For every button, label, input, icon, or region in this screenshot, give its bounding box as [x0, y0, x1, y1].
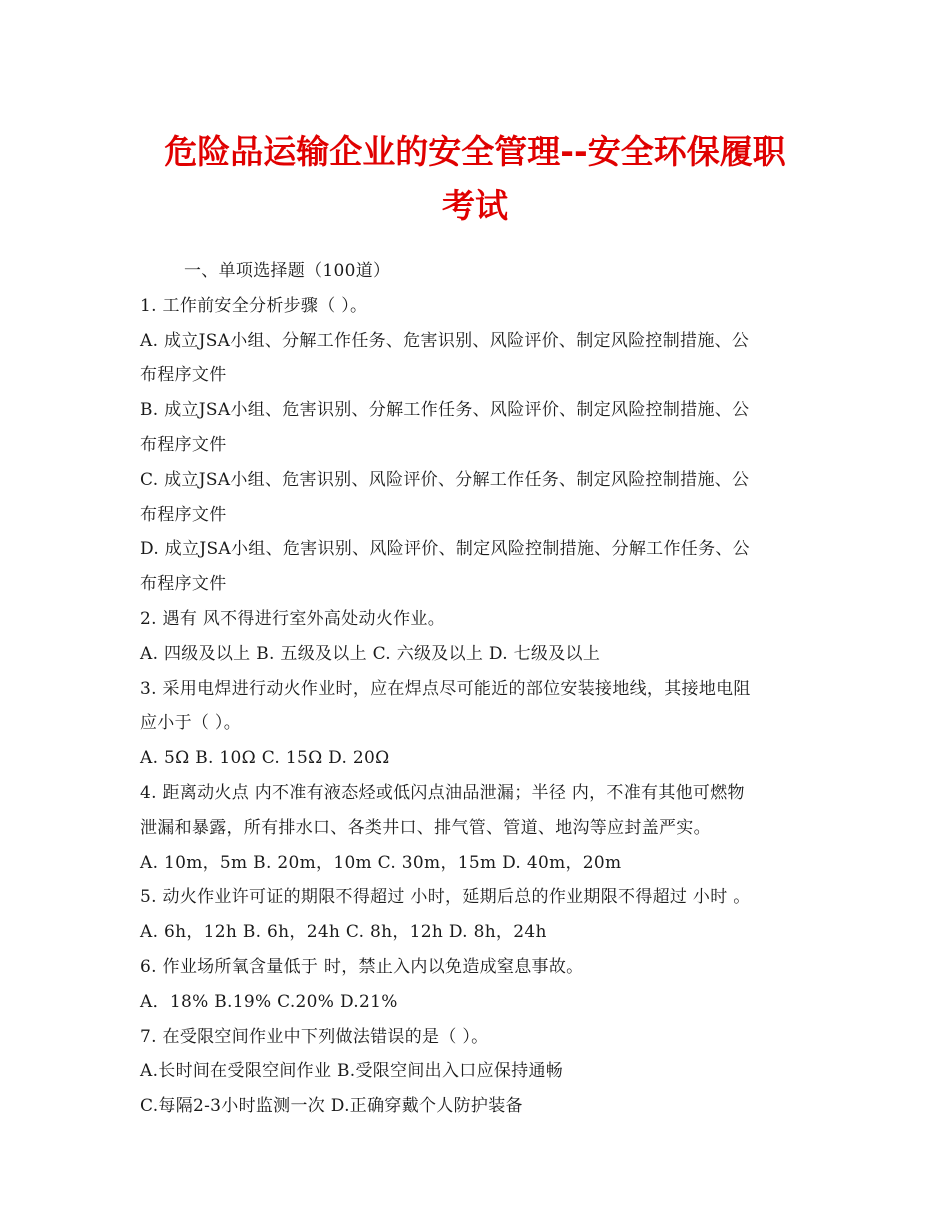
question-3: 3. 采用电焊进行动火作业时，应在焊点尽可能近的部位安装接地线，其接地电阻: [140, 678, 751, 699]
document-title: [100, 125, 850, 233]
section-heading: 一、单项选择题（100道）: [184, 261, 391, 281]
title-line-2: 考试: [442, 186, 508, 225]
question-4: 4. 距离动火点 内不准有液态烃或低闪点油品泄漏；半径 内，不准有其他可燃物: [140, 782, 745, 803]
option-line: A. 四级及以上 B. 五级及以上 C. 六级及以上 D. 七级及以上: [140, 643, 601, 664]
option-line: A. 6h，12h B. 6h，24h C. 8h，12h D. 8h，24h: [140, 922, 547, 943]
option-line: D. 成立JSA小组、危害识别、风险评价、制定风险控制措施、分解工作任务、公: [140, 539, 750, 560]
title-line-1: 危险品运输企业的安全管理--安全环保履职: [164, 132, 786, 171]
question-5: 5. 动火作业许可证的期限不得超过 小时，延期后总的作业期限不得超过 小时 。: [140, 887, 751, 908]
option-line: B. 成立JSA小组、危害识别、分解工作任务、风险评价、制定风险控制措施、公: [140, 400, 750, 421]
question-2: 2. 遇有 风不得进行室外高处动火作业。: [140, 608, 446, 629]
option-line: A. 5Ω B. 10Ω C. 15Ω D. 20Ω: [140, 748, 390, 769]
option-line: C.每隔2-3小时监测一次 D.正确穿戴个人防护装备: [140, 1096, 523, 1117]
question-line: 应小于（ ）。: [140, 713, 242, 734]
option-line: 布程序文件: [140, 504, 227, 525]
option-line: 布程序文件: [140, 365, 227, 386]
question-body: [140, 254, 820, 1124]
question-7: 7. 在受限空间作业中下列做法错误的是（ ）。: [140, 1026, 489, 1047]
option-line: A.长时间在受限空间作业 B.受限空间出入口应保持通畅: [140, 1061, 564, 1082]
option-line: C. 成立JSA小组、危害识别、风险评价、分解工作任务、制定风险控制措施、公: [140, 469, 750, 490]
option-line: 布程序文件: [140, 434, 227, 455]
question-1: 1. 工作前安全分析步骤（ ）。: [140, 295, 368, 316]
option-line: 布程序文件: [140, 574, 227, 595]
option-line: A. 成立JSA小组、分解工作任务、危害识别、风险评价、制定风险控制措施、公: [140, 330, 750, 351]
question-6: 6. 作业场所氧含量低于 时，禁止入内以免造成窒息事故。: [140, 956, 584, 977]
option-line: A. 10m，5m B. 20m，10m C. 30m，15m D. 40m，20m: [140, 852, 622, 873]
option-line: A．18% B.19% C.20% D.21%: [140, 991, 398, 1012]
question-line: 泄漏和暴露，所有排水口、各类井口、排气管、管道、地沟等应封盖严实。: [140, 817, 711, 838]
